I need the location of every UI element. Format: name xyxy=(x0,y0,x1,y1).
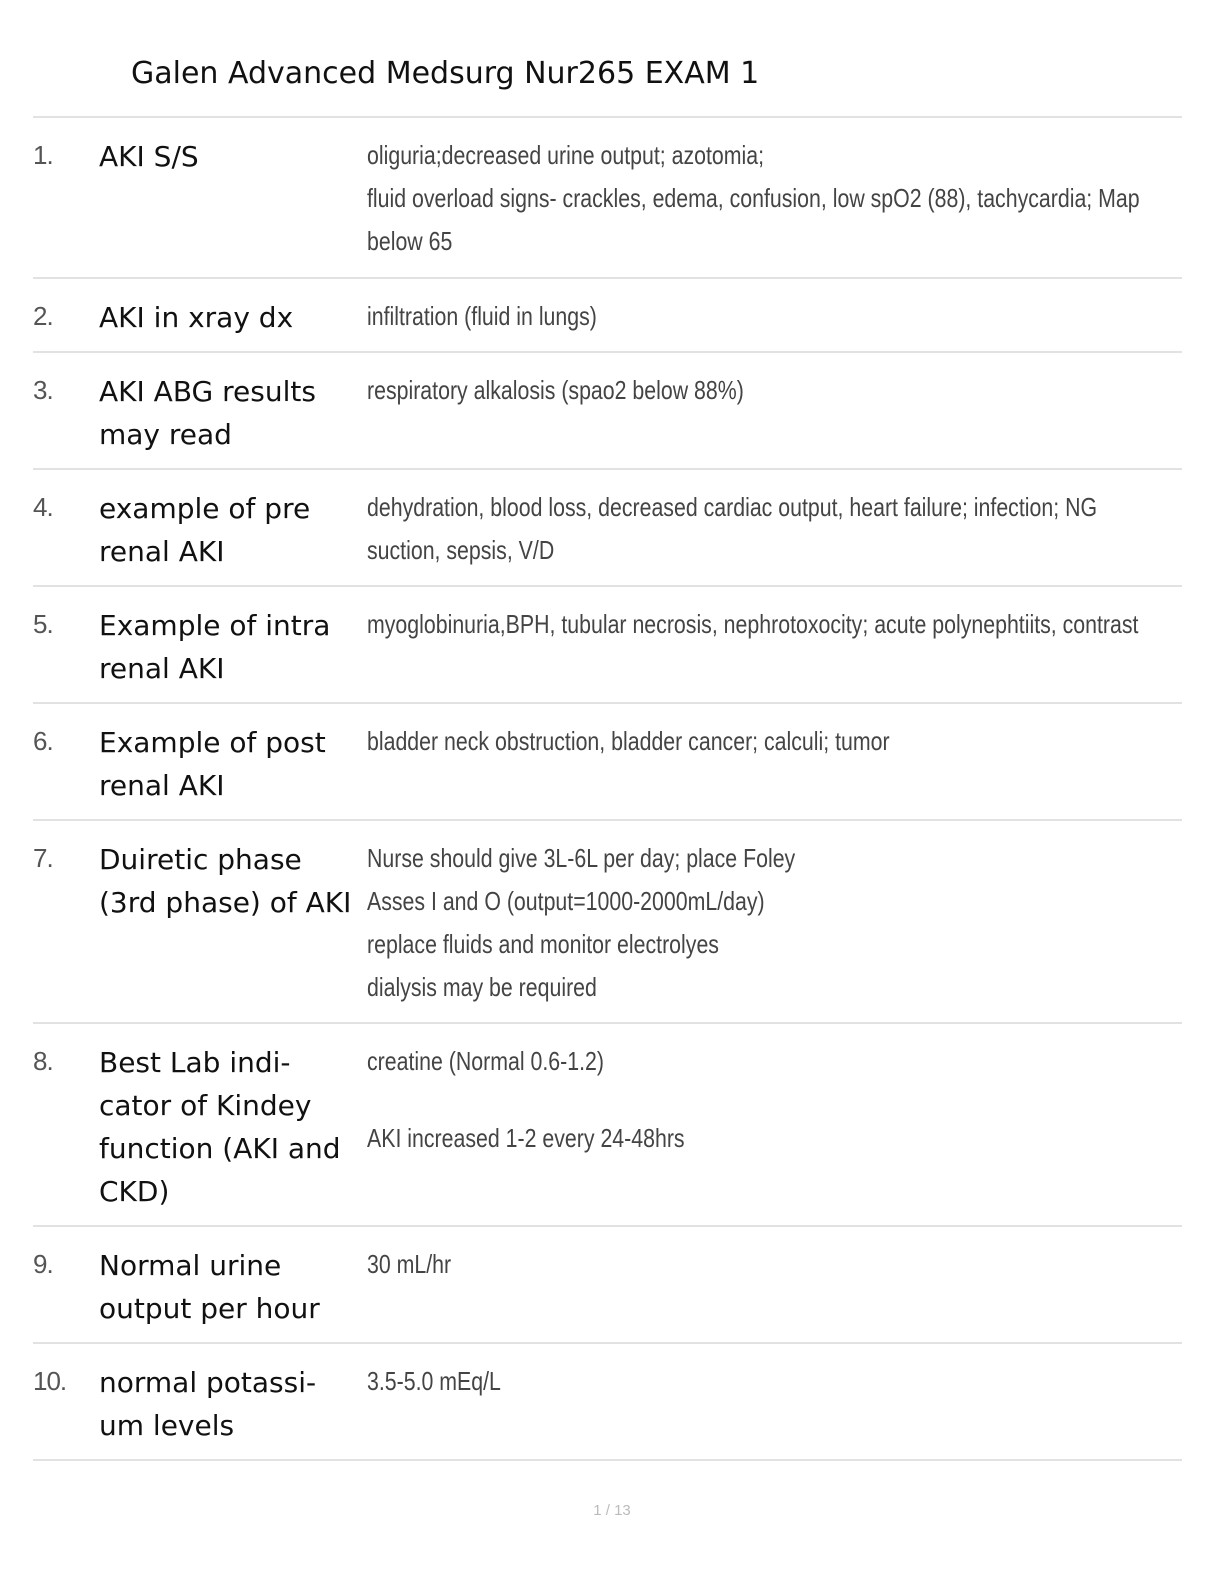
card-definition xyxy=(367,1227,1035,1286)
definition-line: dehydration, blood loss, decreased cardiac output, heart failure; infection; NG xyxy=(367,492,1098,522)
term-line: um levels xyxy=(99,1409,235,1442)
card-term xyxy=(99,118,367,178)
flashcard xyxy=(33,353,1182,470)
card-term xyxy=(99,704,367,807)
card-number: 10. xyxy=(33,1366,67,1396)
term-line: function (AKI and xyxy=(99,1132,341,1165)
flashcard xyxy=(33,1024,1182,1227)
card-number: 9. xyxy=(33,1249,53,1279)
term-line: Duiretic phase xyxy=(99,843,302,876)
definition-line: replace fluids and monitor electrolyes xyxy=(367,929,719,959)
term-line: normal potassi- xyxy=(99,1366,317,1399)
definition-line: 3.5-5.0 mEq/L xyxy=(367,1366,501,1396)
definition-line: AKI increased 1-2 every 24-48hrs xyxy=(367,1123,685,1153)
card-number: 3. xyxy=(33,375,53,405)
card-number: 4. xyxy=(33,492,53,522)
definition-line: bladder neck obstruction, bladder cancer; calculi; tumor xyxy=(367,726,890,756)
definition-line: 30 mL/hr xyxy=(367,1249,452,1279)
card-number: 1. xyxy=(33,140,53,170)
term-line: Example of post xyxy=(99,726,326,759)
card-definition xyxy=(367,470,1097,572)
term-line: example of pre xyxy=(99,492,311,525)
definition-line: Asses I and O (output=1000-2000mL/day) xyxy=(367,886,765,916)
page-number: 1 / 13 xyxy=(593,1502,631,1519)
card-number: 7. xyxy=(33,843,53,873)
card-definition xyxy=(367,118,1140,263)
card-term xyxy=(99,279,367,339)
card-term xyxy=(99,821,367,924)
term-line: (3rd phase) of AKI xyxy=(99,886,352,919)
card-definition xyxy=(367,279,1035,338)
term-line: renal AKI xyxy=(99,652,225,685)
term-line: AKI ABG results xyxy=(99,375,316,408)
term-line: renal AKI xyxy=(99,535,225,568)
flashcard xyxy=(33,587,1182,704)
flashcard xyxy=(33,1227,1182,1344)
term-line: output per hour xyxy=(99,1292,320,1325)
definition-line: suction, sepsis, V/D xyxy=(367,535,555,565)
term-line: cator of Kindey xyxy=(99,1089,312,1122)
flashcard xyxy=(33,1344,1182,1461)
definition-line: respiratory alkalosis (spao2 below 88%) xyxy=(367,375,744,405)
card-definition xyxy=(367,821,1035,1009)
card-term xyxy=(99,353,367,456)
flashcard xyxy=(33,118,1182,279)
term-line: CKD) xyxy=(99,1175,170,1208)
card-definition xyxy=(367,1024,1035,1160)
definition-line: infiltration (fluid in lungs) xyxy=(367,301,597,331)
card-number: 2. xyxy=(33,301,53,331)
term-line: renal AKI xyxy=(99,769,225,802)
term-line: Example of intra xyxy=(99,609,331,642)
definition-line: creatine (Normal 0.6-1.2) xyxy=(367,1046,604,1076)
definition-line: myoglobinuria,BPH, tubular necrosis, nephrotoxocity; acute polynephtiits, contrast xyxy=(367,609,1139,639)
card-term xyxy=(99,587,367,690)
definition-line: Nurse should give 3L-6L per day; place Foley xyxy=(367,843,796,873)
page-title: Galen Advanced Medsurg Nur265 EXAM 1 xyxy=(131,56,760,92)
flashcard xyxy=(33,279,1182,353)
definition-line: dialysis may be required xyxy=(367,972,597,1002)
definition-line: fluid overload signs- crackles, edema, confusion, low spO2 (88), tachycardia; Map xyxy=(367,183,1140,213)
definition-blank-line xyxy=(367,1083,1035,1117)
term-line: Best Lab indi- xyxy=(99,1046,291,1079)
card-definition xyxy=(367,1344,1035,1403)
term-line: AKI in xray dx xyxy=(99,301,294,334)
card-number: 5. xyxy=(33,609,53,639)
card-definition xyxy=(367,704,1035,763)
flashcard xyxy=(33,704,1182,821)
definition-line: below 65 xyxy=(367,226,453,256)
definition-line: oliguria;decreased urine output; azotomia; xyxy=(367,140,765,170)
card-number: 8. xyxy=(33,1046,53,1076)
card-number: 6. xyxy=(33,726,53,756)
card-term xyxy=(99,1024,367,1213)
card-definition xyxy=(367,587,1138,646)
card-term xyxy=(99,1344,367,1447)
card-term xyxy=(99,470,367,573)
term-line: AKI S/S xyxy=(99,140,199,173)
term-line: may read xyxy=(99,418,232,451)
card-definition xyxy=(367,353,1035,412)
card-term xyxy=(99,1227,367,1330)
term-line: Normal urine xyxy=(99,1249,282,1282)
flashcard-list xyxy=(33,116,1182,1461)
flashcard xyxy=(33,821,1182,1024)
flashcard xyxy=(33,470,1182,587)
